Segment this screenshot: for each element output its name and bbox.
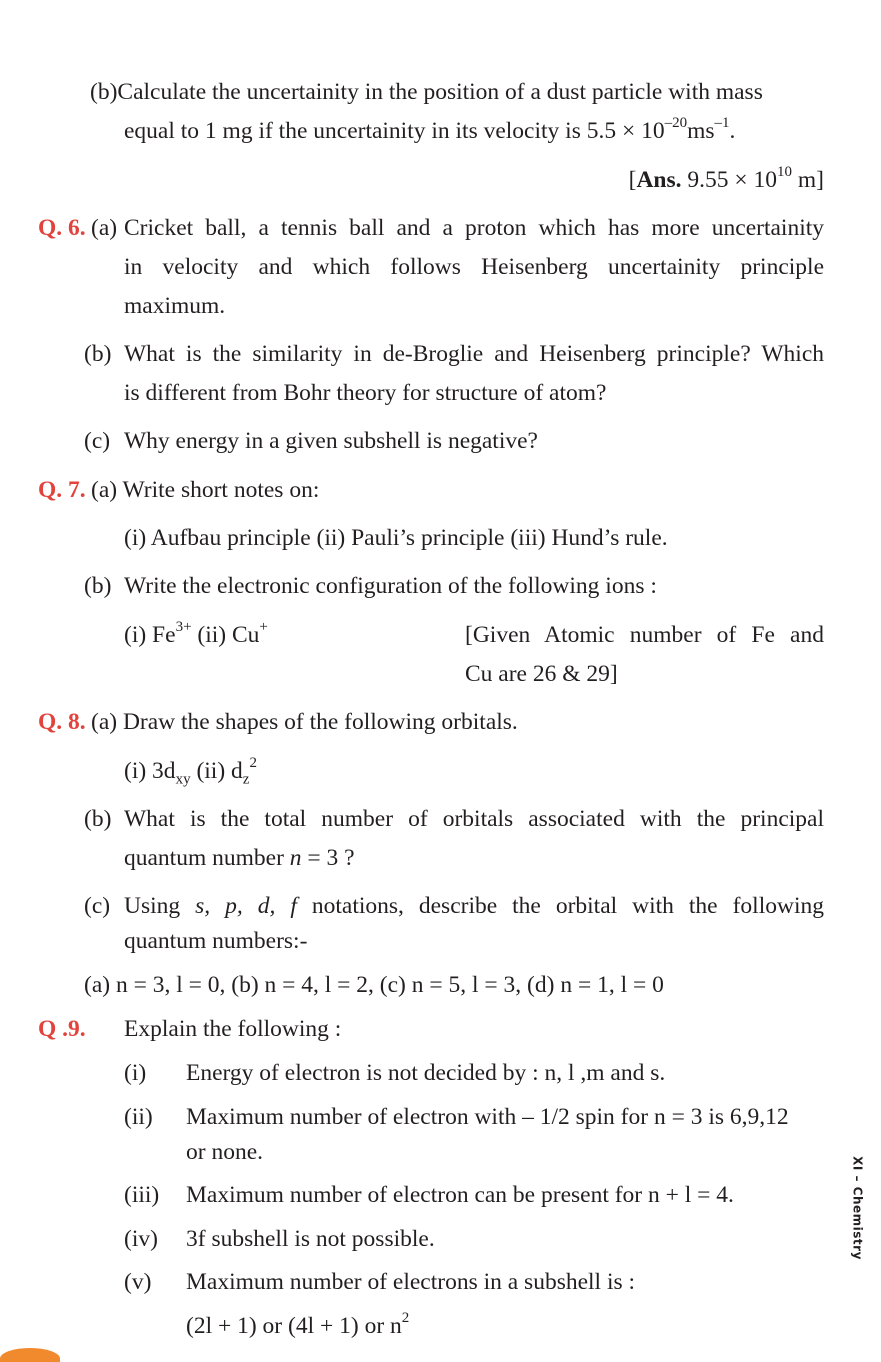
q9-item-4-text: 3f subshell is not possible. — [186, 1226, 435, 1252]
q9-item-2-text: Maximum number of electron with – 1/2 spin for n = 3 is 6,9,12 — [186, 1104, 789, 1130]
q5b-line-2: equal to 1 mg if the uncertainity in its velocity is $5.5 \times 10^{-20}ms^{-1}$. — [124, 115, 736, 144]
q6b-line-1: What is the similarity in de-Broglie and Heisenberg principle? Which — [124, 341, 824, 367]
q8c-quantum-numbers: (a) n = 3, l = 0, (b) n = 4, l = 2, (c) n = 5, l = 3, (d) n = 1, l = 0 — [84, 972, 664, 998]
q6a-line-3: maximum. — [124, 293, 226, 319]
q9-intro: Explain the following : — [124, 1016, 342, 1042]
q9-item-5-text: Maximum number of electrons in a subshell is : — [186, 1269, 636, 1295]
q6a-line-2: in velocity and which follows Heisenberg uncertainity principle — [124, 254, 824, 280]
q7a-text: (a) Write short notes on: — [91, 477, 320, 503]
q8b-label: (b) — [84, 806, 112, 832]
q7b-text: Write the electronic configuration of the following ions : — [124, 573, 657, 599]
q9-item-4-label: (iv) — [124, 1226, 158, 1252]
q8b-line-2: quantum number n = 3 ? — [124, 845, 355, 871]
question-number-6: Q. 6. — [38, 215, 86, 241]
q8a-text: (a) Draw the shapes of the following orbitals. — [91, 709, 518, 735]
q7b-ions: (i) $Fe^{3+}$ (ii) Cu+ — [124, 619, 268, 648]
side-running-label: XI – Chemistry — [850, 1156, 865, 1260]
q6b-line-2: is different from Bohr theory for structure of atom? — [124, 380, 607, 406]
page-corner-decoration — [0, 1348, 60, 1362]
question-number-8: Q. 8. — [38, 709, 86, 735]
q8c-line-1: Using s, p, d, f notations, describe the orbital with the following — [124, 893, 824, 919]
q7b-given-line-1: [Given Atomic number of Fe and — [465, 622, 824, 648]
q5b-line-1: (b)Calculate the uncertainity in the position of a dust particle with mass — [90, 79, 763, 105]
q8b-line-1: What is the total number of orbitals associated with the principal — [124, 806, 824, 832]
q9-item-3-text: Maximum number of electron can be present for n + l = 4. — [186, 1182, 734, 1208]
q9-item-2-text-cont: or none. — [186, 1139, 264, 1165]
q8c-label: (c) — [84, 893, 111, 919]
q9-item-1-text: Energy of electron is not decided by : n, l ,m and s. — [186, 1060, 666, 1086]
q9-item-2-label: (ii) — [124, 1104, 153, 1130]
q9-item-3-label: (iii) — [124, 1182, 160, 1208]
q6a-label: (a) — [91, 215, 118, 241]
q9-item-5-label: (v) — [124, 1269, 152, 1295]
q9-formula: (2l + 1) or (4l + 1) or $n^2$ — [186, 1310, 410, 1339]
q8a-orbitals: (i) $3d_{xy}$ (ii) $d_z^2$ — [124, 755, 257, 788]
q6c-line-1: Why energy in a given subshell is negative? — [124, 428, 538, 454]
q7a-subitems: (i) Aufbau principle (ii) Pauli’s principle (iii) Hund’s rule. — [124, 525, 668, 551]
q7b-label: (b) — [84, 573, 112, 599]
q6b-label: (b) — [84, 341, 112, 367]
question-number-7: Q. 7. — [38, 477, 86, 503]
q8c-line-2: quantum numbers:- — [124, 928, 308, 954]
q5b-answer: [Ans. $9.55 \times 10^{10}$ m] — [628, 164, 824, 193]
q7b-given-line-2: Cu are 26 & 29] — [465, 661, 618, 687]
q6c-label: (c) — [84, 428, 111, 454]
q6a-line-1: Cricket ball, a tennis ball and a proton which has more uncertainity — [124, 215, 824, 241]
q9-item-1-label: (i) — [124, 1060, 147, 1086]
question-number-9: Q .9. — [38, 1016, 86, 1042]
